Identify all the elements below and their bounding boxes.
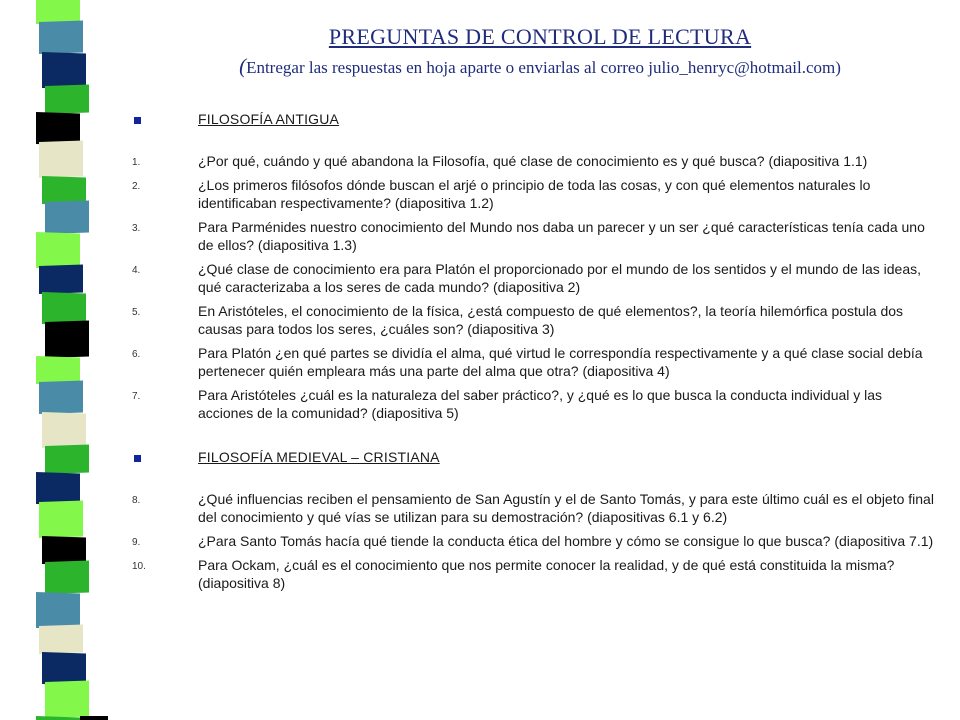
stripe-block [39, 624, 83, 654]
question-item [128, 176, 938, 212]
section-title: FILOSOFÍA MEDIEVAL – CRISTIANA [198, 449, 440, 465]
question-number: 1. [132, 157, 141, 168]
question-text: ¿Qué clase de conocimiento era para Platón el proporcionado por el mundo de los sentidos y el mundo de las ideas, qué caracterizaba a los seres de cada mundo? (diapositiva 2) [198, 261, 921, 295]
header [200, 22, 880, 80]
question-text: ¿Por qué, cuándo y qué abandona la Filosofía, qué clase de conocimiento es y qué busca? (diapositiva 1.1) [198, 153, 868, 169]
subtitle-text: Entregar las respuestas en hoja aparte o enviarlas al correo julio_henryc@hotmail.com) [246, 58, 841, 77]
stripe-block [45, 84, 89, 114]
question-item [128, 218, 938, 254]
section-heading-medieval [128, 446, 938, 470]
question-text: Para Platón ¿en qué partes se dividía el alma, qué virtud le correspondía respectivamente y a qué clase social debía pertenecer quién empleara más una parte del alma que otra? (diapositiva 4) [198, 345, 923, 379]
question-item [128, 152, 938, 170]
section-spacer [128, 428, 938, 446]
decorative-stripe [0, 0, 108, 720]
question-item [128, 386, 938, 422]
stripe-block [36, 716, 80, 720]
question-number: 7. [132, 391, 141, 402]
question-text: Para Parménides nuestro conocimiento del Mundo nos daba un parecer y un ser ¿qué características tenía cada uno de ellos? (diapositiva 1.3) [198, 219, 925, 253]
question-number: 8. [132, 495, 141, 506]
question-item [128, 490, 938, 526]
question-item [128, 556, 938, 592]
stripe-footer-bar [80, 716, 108, 720]
question-text: ¿Los primeros filósofos dónde buscan el arjé o principio de toda las cosas, y con qué elementos naturales lo identificaban respectivamente? (diapositiva 1.2) [198, 177, 871, 211]
section-title: FILOSOFÍA ANTIGUA [198, 111, 340, 127]
stripe-block [45, 200, 89, 234]
subtitle [200, 54, 880, 80]
stripe-block [45, 560, 89, 594]
question-text: ¿Para Santo Tomás hacía qué tiende la conducta ética del hombre y cómo se consigue lo que busca? (diapositiva 7.1) [198, 533, 934, 549]
square-bullet-icon [134, 455, 141, 462]
question-list [128, 108, 938, 598]
section-heading-antigua [128, 108, 938, 132]
page-title: PREGUNTAS DE CONTROL DE LECTURA [328, 24, 752, 49]
stripe-block [45, 320, 89, 358]
subtitle-open-paren: ( [239, 54, 247, 78]
question-number: 2. [132, 181, 141, 192]
question-text: Para Ockam, ¿cuál es el conocimiento que nos permite conocer la realidad, y de qué está constituida la misma? (diapositiva 8) [198, 557, 895, 591]
question-number: 4. [132, 265, 141, 276]
question-number: 5. [132, 307, 141, 318]
stripe-block [39, 20, 83, 54]
question-item [128, 344, 938, 380]
stripe-block [39, 140, 83, 178]
square-bullet-icon [134, 117, 141, 124]
stripe-block [45, 444, 89, 474]
question-number: 9. [132, 537, 141, 548]
question-number: 3. [132, 223, 141, 234]
question-text: ¿Qué influencias reciben el pensamiento de San Agustín y el de Santo Tomás, y para este último cuál es el objeto final del conocimiento y qué vías se utilizan para su demostración? (diapositivas 6.1 y 6.2) [198, 491, 934, 525]
question-item [128, 260, 938, 296]
question-text: Para Aristóteles ¿cuál es la naturaleza del saber práctico?, y ¿qué es lo que busca la conducta individual y las acciones de la comunidad? (diapositiva 5) [198, 387, 883, 421]
stripe-block [39, 264, 83, 294]
stripe-block [39, 500, 83, 538]
question-number: 6. [132, 349, 141, 360]
stripe-block [39, 380, 83, 414]
question-number: 10. [132, 561, 146, 572]
question-text: En Aristóteles, el conocimiento de la física, ¿está compuesto de qué elementos?, la teoría hilemórfica postula dos causas para todos los seres, ¿cuáles son? (diapositiva 3) [198, 303, 904, 337]
stripe-block [45, 680, 89, 718]
question-item [128, 532, 938, 550]
question-item [128, 302, 938, 338]
